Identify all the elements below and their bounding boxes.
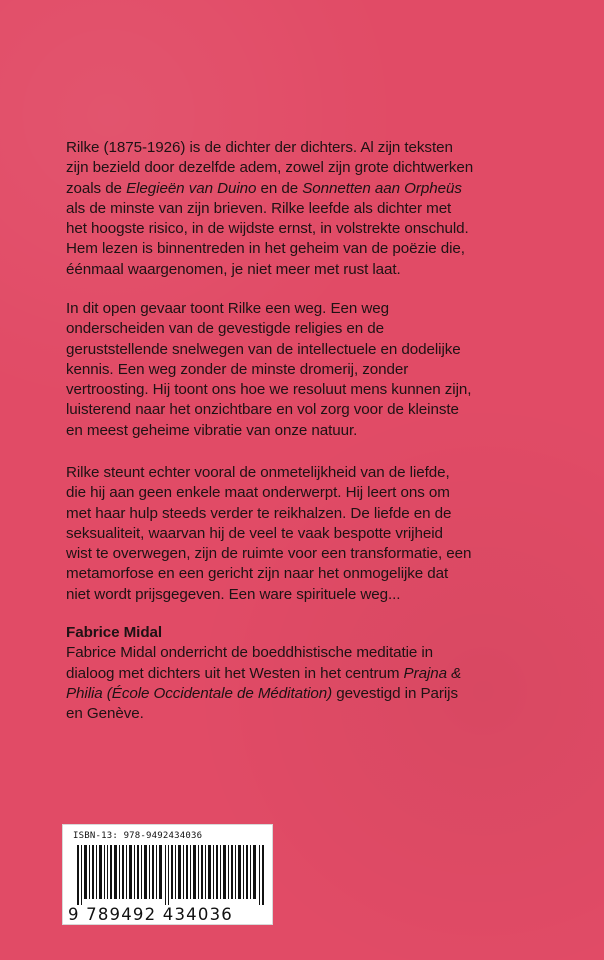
- book-title-elegies: Elegieën van Duino: [126, 179, 257, 197]
- text-fragment: zoals de: [66, 179, 127, 197]
- author-bio: [66, 623, 538, 724]
- text-line: en meest geheime vibratie van onze natuur.: [66, 421, 358, 439]
- text-line: metamorfose en een gericht zijn naar het onmogelijke dat: [66, 565, 449, 583]
- text-line: het hoogste risico, in de wijdste ernst, in volstrekte onschuld.: [66, 220, 469, 238]
- text-line: Rilke (1875-1926) is de dichter der dichters. Al zijn teksten: [66, 139, 453, 156]
- text-line: Rilke steunt echter vooral de onmetelijkheid van de liefde,: [66, 464, 450, 481]
- text-fragment: dialoog met dichters uit het Westen in het centrum: [66, 664, 404, 682]
- barcode-bars: [77, 845, 265, 911]
- text-line: Hem lezen is binnentreden in het geheim van de poëzie die,: [66, 240, 465, 258]
- text-line: wist te overwegen, zijn de ruimte voor een transformatie, een: [66, 545, 472, 563]
- barcode-label: [62, 824, 273, 925]
- center-name-italic: Prajna &: [403, 664, 462, 682]
- text-line: [66, 684, 538, 704]
- text-line: als de minste van zijn brieven. Rilke leefde als dichter met: [66, 199, 452, 217]
- text-line: luisterend naar het onzichtbare en vol zorg voor de kleinste: [66, 401, 459, 419]
- text-line: seksualiteit, waarvan hij de veel te vaak bespotte vrijheid: [66, 524, 443, 542]
- text-line: zijn bezield door dezelfde adem, zowel zijn grote dichtwerken: [66, 159, 474, 177]
- text-line: onderscheiden van de gevestigde religies en de: [66, 320, 385, 338]
- text-line: éénmaal waargenomen, je niet meer met rust laat.: [66, 260, 401, 278]
- text-line: vertroosting. Hij toont ons hoe we resoluut mens kunnen zijn,: [66, 381, 472, 399]
- book-title-sonnets: Sonnetten aan Orpheüs: [302, 179, 462, 197]
- text-line: Fabrice Midal onderricht de boeddhistische meditatie in: [66, 644, 434, 662]
- text-fragment: gevestigd in Parijs: [332, 684, 458, 702]
- author-heading: Fabrice Midal: [66, 624, 163, 641]
- text-fragment: en de: [256, 179, 303, 197]
- text-line: In dit open gevaar toont Rilke een weg. Een weg: [66, 300, 389, 317]
- text-line: die hij aan geen enkele maat onderwerpt. Hij leert ons om: [66, 484, 450, 502]
- text-line: kennis. Een weg zonder de minste dromerij, zonder: [66, 360, 409, 378]
- text-line: [66, 664, 538, 684]
- description-paragraph-1: [66, 138, 538, 280]
- description-paragraph-3: [66, 463, 538, 605]
- text-line: geruststellende snelwegen van de intellectuele en dodelijke: [66, 340, 461, 358]
- text-line: met haar hulp steeds verder te reikhalzen. De liefde en de: [66, 504, 452, 522]
- text-line: en Genève.: [66, 705, 144, 723]
- text-line: [66, 179, 538, 199]
- barcode-number: 9 789492 434036: [68, 905, 233, 924]
- isbn-label: ISBN-13: 978-9492434036: [73, 831, 203, 841]
- center-name-italic: Philia (École Occidentale de Méditation): [66, 684, 333, 702]
- text-line: niet wordt prijsgegeven. Een ware spirituele weg...: [66, 585, 401, 603]
- description-paragraph-2: [66, 299, 538, 441]
